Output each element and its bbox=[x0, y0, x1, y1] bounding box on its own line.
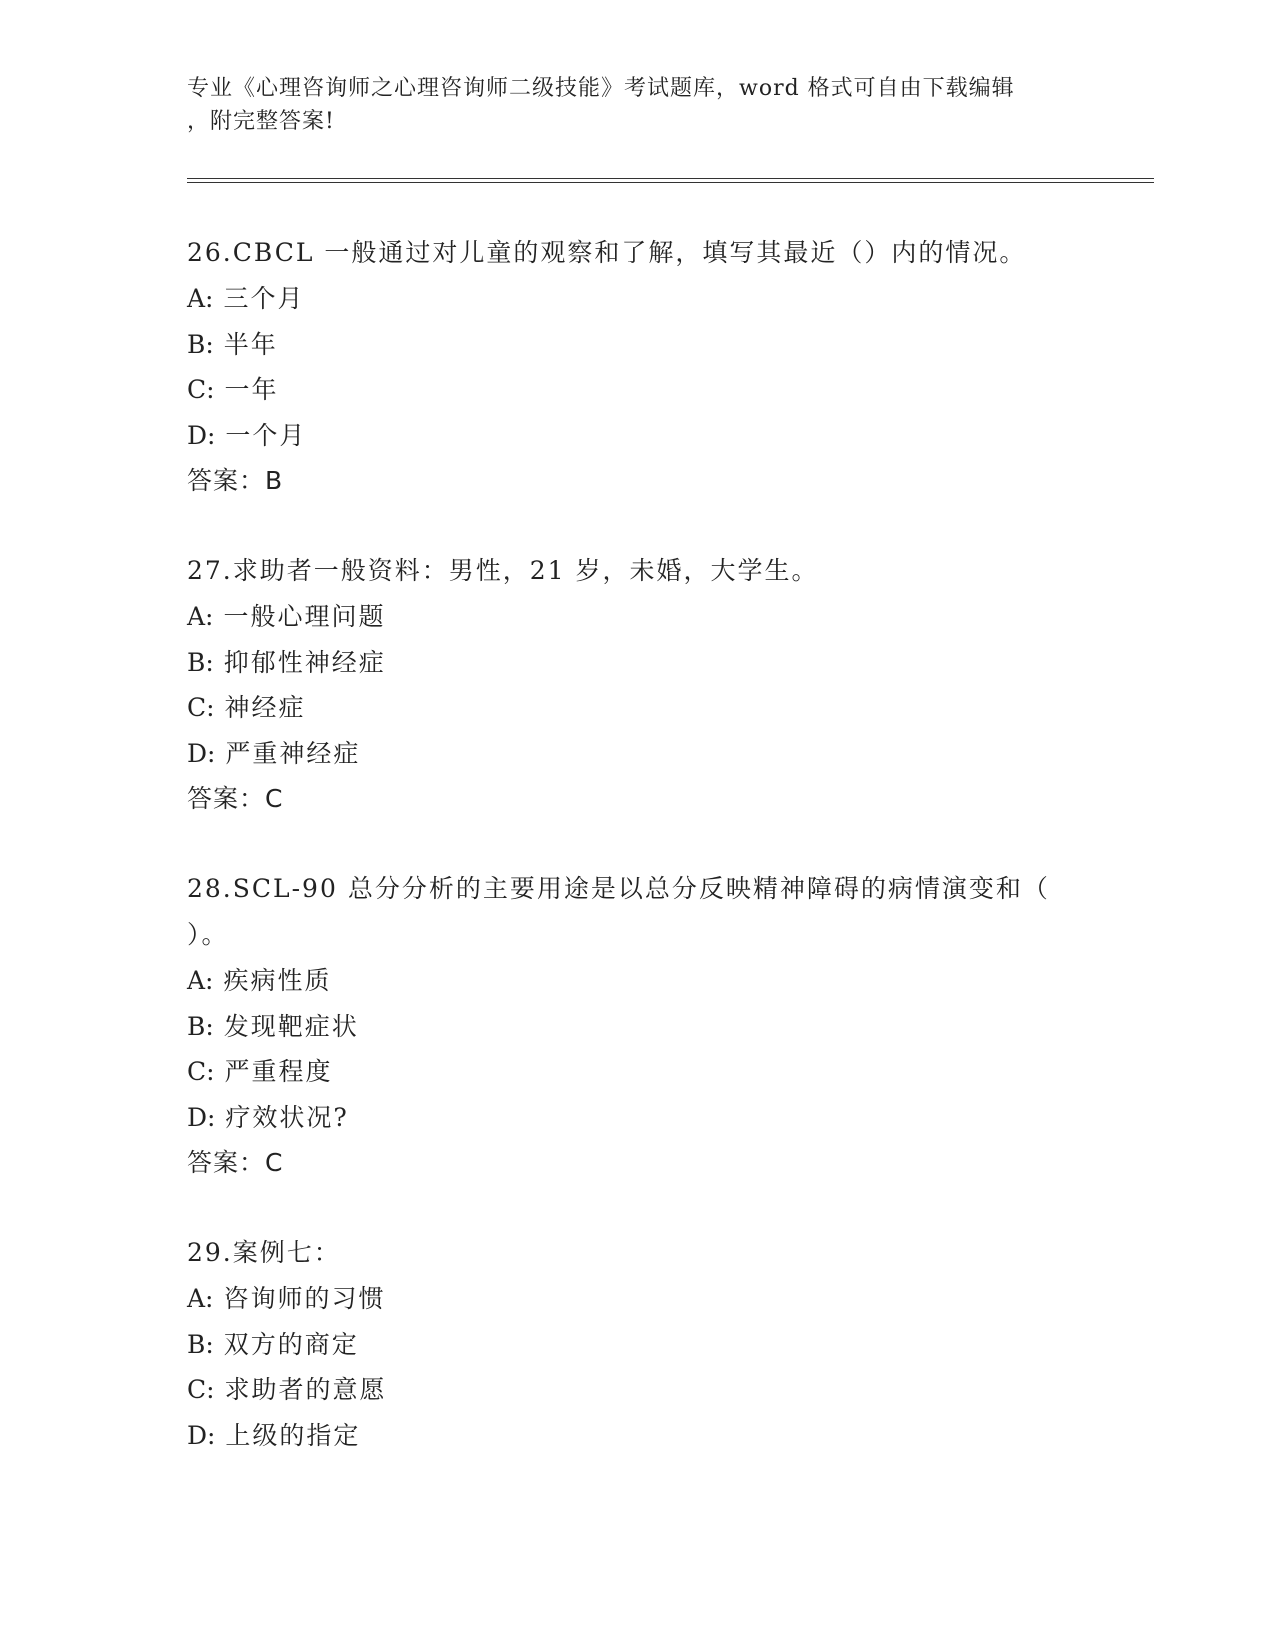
option-letter: B: bbox=[187, 1011, 214, 1041]
question-text: 26.CBCL 一般通过对儿童的观察和了解，填写其最近（）内的情况。 bbox=[187, 238, 1027, 267]
option-letter: C: bbox=[187, 375, 215, 404]
answer: 答案：C bbox=[187, 784, 284, 813]
header-line-2: ，附完整答案! bbox=[187, 109, 335, 134]
option-text: 一个月 bbox=[225, 420, 307, 450]
option-letter: D: bbox=[187, 1420, 216, 1450]
option-letter: B: bbox=[187, 329, 214, 359]
answer: 答案：C bbox=[187, 1148, 284, 1177]
question-text-line-1: 28.SCL-90 总分分析的主要用途是以总分反映精神障碍的病情演变和（ bbox=[187, 874, 1050, 903]
option-letter: C: bbox=[187, 1375, 215, 1404]
option-text: 上级的指定 bbox=[225, 1420, 361, 1450]
option-letter: A: bbox=[187, 1284, 214, 1313]
option-d bbox=[187, 1095, 1087, 1141]
option-letter: C: bbox=[187, 693, 215, 722]
option-letter: D: bbox=[187, 1102, 216, 1132]
option-b bbox=[187, 640, 1087, 686]
document-header bbox=[187, 72, 1087, 138]
option-letter: C: bbox=[187, 1057, 215, 1086]
option-c bbox=[187, 367, 1087, 413]
option-b bbox=[187, 1322, 1087, 1368]
answer: 答案：B bbox=[187, 466, 284, 495]
option-a bbox=[187, 958, 1087, 1004]
question-26 bbox=[187, 230, 1087, 504]
option-letter: B: bbox=[187, 1329, 214, 1359]
option-b bbox=[187, 1004, 1087, 1050]
option-text: 求助者的意愿 bbox=[224, 1375, 387, 1404]
option-c bbox=[187, 1049, 1087, 1095]
option-d bbox=[187, 731, 1087, 777]
option-letter: D: bbox=[187, 738, 216, 768]
option-text: 一年 bbox=[224, 375, 279, 404]
option-text: 双方的商定 bbox=[223, 1329, 359, 1359]
option-c bbox=[187, 1367, 1087, 1413]
option-b bbox=[187, 322, 1087, 368]
option-a bbox=[187, 594, 1087, 640]
option-d bbox=[187, 413, 1087, 459]
option-letter: D: bbox=[187, 420, 216, 450]
option-a bbox=[187, 1276, 1087, 1322]
option-a bbox=[187, 276, 1087, 322]
option-text: 严重程度 bbox=[224, 1057, 333, 1086]
header-line-1: 专业《心理咨询师之心理咨询师二级技能》考试题库，word 格式可自由下载编辑 bbox=[187, 76, 1015, 101]
option-c bbox=[187, 685, 1087, 731]
question-text: 29.案例七： bbox=[187, 1238, 341, 1267]
question-27 bbox=[187, 548, 1087, 822]
header-rule-top bbox=[187, 178, 1154, 179]
option-text: 咨询师的习惯 bbox=[223, 1284, 386, 1313]
option-text: 三个月 bbox=[223, 284, 305, 313]
option-letter: B: bbox=[187, 647, 214, 677]
question-text: 27.求助者一般资料：男性，21 岁，未婚，大学生。 bbox=[187, 556, 819, 585]
question-29 bbox=[187, 1230, 1087, 1458]
option-text: 发现靶症状 bbox=[223, 1011, 359, 1041]
option-text: 疗效状况? bbox=[225, 1102, 349, 1132]
option-text: 一般心理问题 bbox=[223, 602, 386, 631]
option-letter: A: bbox=[187, 284, 214, 313]
option-letter: A: bbox=[187, 602, 214, 631]
question-28 bbox=[187, 866, 1087, 1186]
option-text: 疾病性质 bbox=[223, 966, 332, 995]
option-text: 严重神经症 bbox=[225, 738, 361, 768]
option-letter: A: bbox=[187, 966, 214, 995]
option-text: 抑郁性神经症 bbox=[223, 647, 386, 677]
header-rule-bottom bbox=[187, 182, 1154, 183]
option-text: 半年 bbox=[223, 329, 278, 359]
question-text-line-2: ）。 bbox=[187, 920, 229, 949]
option-text: 神经症 bbox=[224, 693, 306, 722]
option-d bbox=[187, 1413, 1087, 1459]
